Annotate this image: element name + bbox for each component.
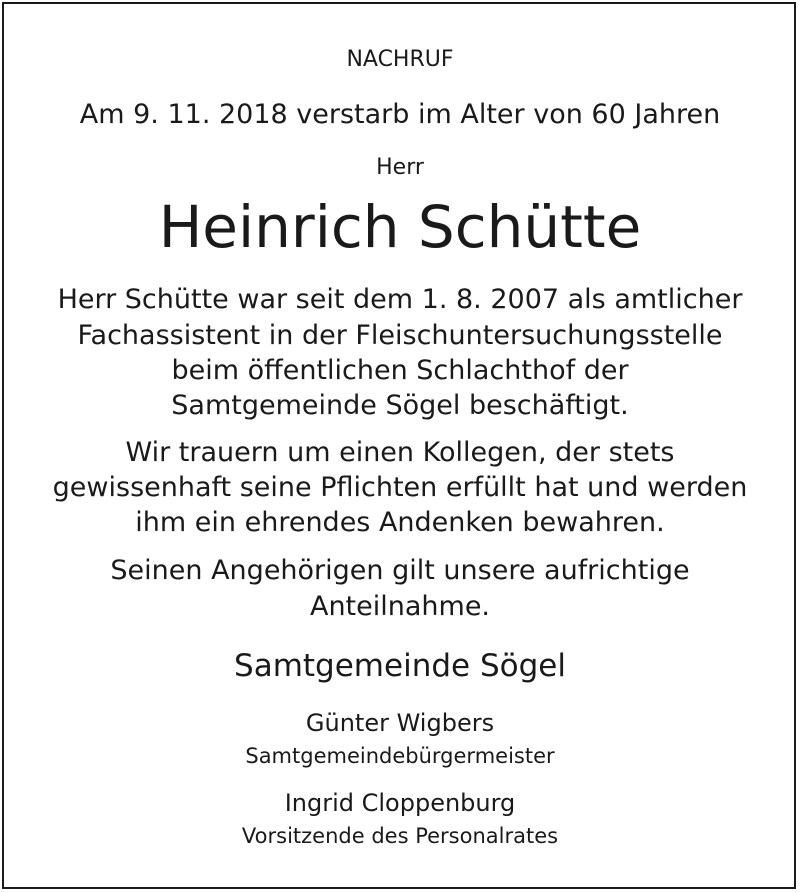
signatory-name: Günter Wigbers [305, 709, 495, 737]
paragraph-1-line: Herr Schütte war seit dem 1. 8. 2007 als amtlicher [57, 284, 743, 315]
paragraph-3-line: Seinen Angehörigen gilt unsere aufrichtige [110, 555, 690, 586]
signatory-name: Ingrid Cloppenburg [284, 789, 516, 817]
paragraph-2-line: ihm ein ehrendes Andenken bewahren. [135, 507, 665, 538]
deceased-name: Heinrich Schütte [158, 193, 642, 261]
paragraph-1-line: Samtgemeinde Sögel beschäftigt. [171, 390, 629, 421]
paragraph-3-line: Anteilnahme. [309, 591, 491, 622]
notice-intro: Am 9. 11. 2018 verstarb im Alter von 60 Jahren [79, 99, 721, 130]
notice-heading: NACHRUF [346, 47, 454, 72]
paragraph-1-line: beim öffentlichen Schlachthof der [171, 355, 629, 386]
paragraph-1-line: Fachassistent in der Fleischuntersuchungsstelle [77, 320, 723, 351]
organization-name: Samtgemeinde Sögel [234, 648, 566, 684]
signatory-role: Vorsitzende des Personalrates [241, 824, 559, 848]
paragraph-2-line: gewissenhaft seine Pflichten erfüllt hat und werden [52, 472, 748, 503]
paragraph-2-line: Wir trauern um einen Kollegen, der stets [125, 437, 675, 468]
signatory-role: Samtgemeindebürgermeister [245, 744, 555, 768]
salutation: Herr [376, 155, 424, 180]
